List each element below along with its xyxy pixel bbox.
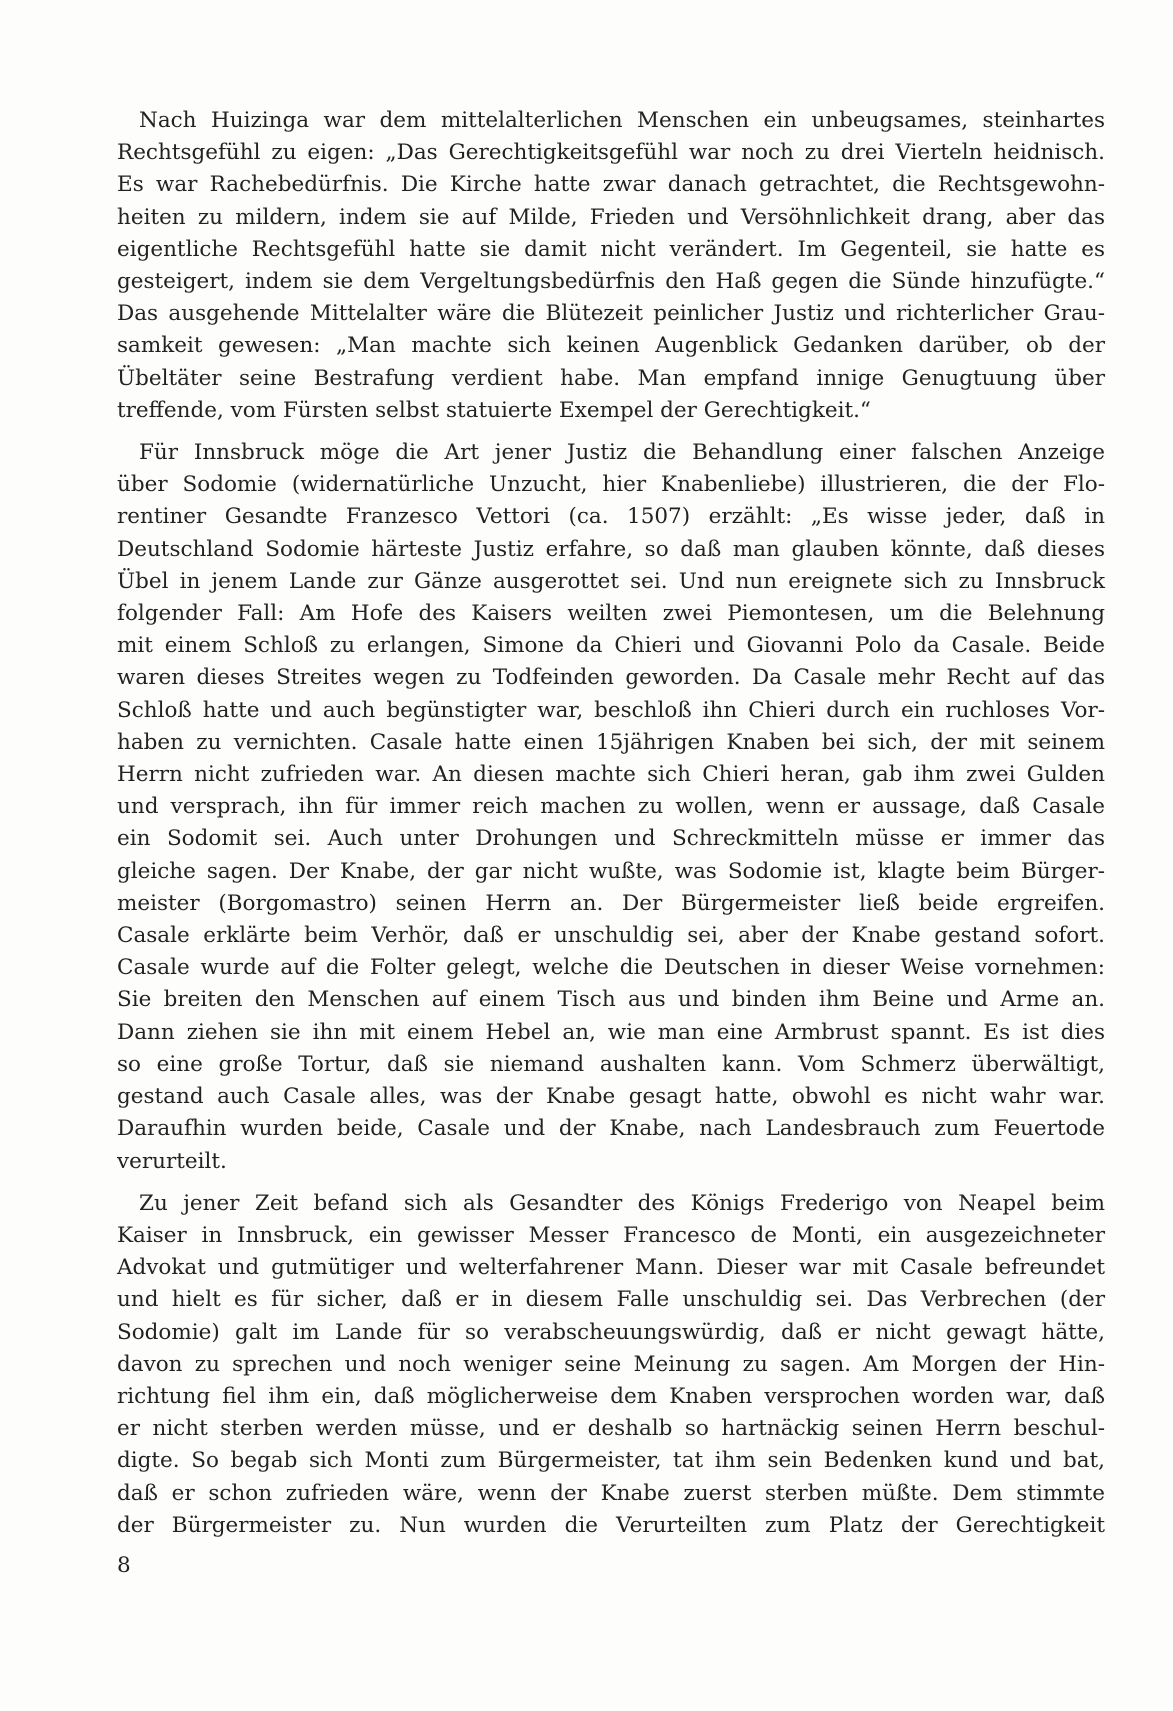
paragraph-spacer bbox=[117, 427, 1105, 437]
paragraph-spacer bbox=[117, 1178, 1105, 1188]
text-line: richtung fiel ihm ein, daß möglicherweise dem Knaben versprochen worden war, daß bbox=[117, 1383, 1105, 1409]
text-line: er nicht sterben werden müsse, und er deshalb so hartnäckig seinen Herrn beschul- bbox=[117, 1416, 1105, 1442]
text-line: und hielt es für sicher, daß er in diesem Falle unschuldig sei. Das Verbrechen (der bbox=[117, 1287, 1105, 1313]
text-line: verurteilt. bbox=[117, 1148, 227, 1174]
text-line: gesteigert, indem sie dem Vergeltungsbedürfnis den Haß gegen die Sünde hinzufügte.“ bbox=[117, 269, 1105, 295]
text-line: Es war Rachebedürfnis. Die Kirche hatte zwar danach getrachtet, die Rechtsgewohn- bbox=[117, 172, 1105, 198]
text-line: haben zu vernichten. Casale hatte einen 15jährigen Knaben bei sich, der mit seinem bbox=[117, 729, 1105, 755]
text-line: Deutschland Sodomie härteste Justiz erfahre, so daß man glauben könnte, daß dieses bbox=[117, 536, 1105, 562]
text-line: Casale wurde auf die Folter gelegt, welche die Deutschen in dieser Weise vornehmen: bbox=[117, 955, 1105, 981]
text-line: samkeit gewesen: „Man machte sich keinen Augenblick Gedanken darüber, ob der bbox=[117, 333, 1105, 359]
text-line: mit einem Schloß zu erlangen, Simone da Chieri und Giovanni Polo da Casale. Beide bbox=[117, 633, 1105, 659]
text-line: gestand auch Casale alles, was der Knabe gesagt hatte, obwohl es nicht wahr war. bbox=[117, 1084, 1105, 1110]
text-line: meister (Borgomastro) seinen Herrn an. Der Bürgermeister ließ beide ergreifen. bbox=[117, 890, 1105, 916]
text-line: treffende, vom Fürsten selbst statuierte Exempel der Gerechtigkeit.“ bbox=[117, 397, 871, 423]
text-line: Das ausgehende Mittelalter wäre die Blütezeit peinlicher Justiz und richterlicher Grau- bbox=[117, 301, 1105, 327]
text-line: waren dieses Streites wegen zu Todfeinden geworden. Da Casale mehr Recht auf das bbox=[117, 665, 1105, 691]
text-line: Herrn nicht zufrieden war. An diesen machte sich Chieri heran, gab ihm zwei Gulden bbox=[117, 762, 1105, 788]
text-line: Übel in jenem Lande zur Gänze ausgerottet sei. Und nun ereignete sich zu Innsbruck bbox=[117, 568, 1105, 594]
text-line: gleiche sagen. Der Knabe, der gar nicht wußte, was Sodomie ist, klagte beim Bürger- bbox=[117, 858, 1105, 884]
text-line: davon zu sprechen und noch weniger seine Meinung zu sagen. Am Morgen der Hin- bbox=[117, 1351, 1105, 1377]
paragraph-1 bbox=[117, 105, 1105, 427]
text-line: ein Sodomit sei. Auch unter Drohungen und Schreckmitteln müsse er immer das bbox=[117, 826, 1105, 852]
text-line: rentiner Gesandte Franzesco Vettori (ca. 1507) erzählt: „Es wisse jeder, daß in bbox=[117, 504, 1105, 530]
text-line: Rechtsgefühl zu eigen: „Das Gerechtigkeitsgefühl war noch zu drei Vierteln heidnisch. bbox=[117, 140, 1105, 166]
text-line: Zu jener Zeit befand sich als Gesandter des Königs Frederigo von Neapel beim bbox=[139, 1190, 1105, 1216]
text-line: Dann ziehen sie ihn mit einem Hebel an, wie man eine Armbrust spannt. Es ist dies bbox=[117, 1019, 1105, 1045]
text-line: folgender Fall: Am Hofe des Kaisers weilten zwei Piemontesen, um die Belehnung bbox=[117, 601, 1105, 627]
text-line: und versprach, ihn für immer reich machen zu wollen, wenn er aussage, daß Casale bbox=[117, 794, 1105, 820]
text-line: so eine große Tortur, daß sie niemand aushalten kann. Vom Schmerz überwältigt, bbox=[117, 1051, 1105, 1077]
text-line: über Sodomie (widernatürliche Unzucht, hier Knabenliebe) illustrieren, die der Flo- bbox=[117, 472, 1105, 498]
text-line: heiten zu mildern, indem sie auf Milde, Frieden und Versöhnlichkeit drang, aber das bbox=[117, 204, 1105, 230]
text-line: digte. So begab sich Monti zum Bürgermeister, tat ihm sein Bedenken kund und bat, bbox=[117, 1448, 1105, 1474]
text-line: Sie breiten den Menschen auf einem Tisch aus und binden ihm Beine und Arme an. bbox=[117, 987, 1105, 1013]
paragraph-2 bbox=[117, 437, 1105, 1178]
text-line: Kaiser in Innsbruck, ein gewisser Messer Francesco de Monti, ein ausgezeichneter bbox=[117, 1222, 1105, 1248]
text-line: Für Innsbruck möge die Art jener Justiz die Behandlung einer falschen Anzeige bbox=[139, 440, 1105, 466]
text-line: daß er schon zufrieden wäre, wenn der Knabe zuerst sterben müßte. Dem stimmte bbox=[117, 1480, 1105, 1506]
text-line: Schloß hatte und auch begünstigter war, beschloß ihn Chieri durch ein ruchloses Vor- bbox=[117, 697, 1105, 723]
text-line: Nach Huizinga war dem mittelalterlichen Menschen ein unbeugsames, steinhartes bbox=[139, 108, 1105, 133]
body-text bbox=[117, 105, 1105, 1542]
paragraph-3 bbox=[117, 1188, 1105, 1542]
text-line: der Bürgermeister zu. Nun wurden die Verurteilten zum Platz der Gerechtigkeit bbox=[117, 1512, 1105, 1538]
page-number: 8 bbox=[117, 1553, 131, 1578]
text-line: Casale erklärte beim Verhör, daß er unschuldig sei, aber der Knabe gestand sofort. bbox=[117, 923, 1105, 949]
text-line: Übeltäter seine Bestrafung verdient habe. Man empfand innige Genugtuung über bbox=[117, 365, 1105, 391]
text-line: Advokat und gutmütiger und welterfahrener Mann. Dieser war mit Casale befreundet bbox=[117, 1255, 1105, 1281]
text-line: Sodomie) galt im Lande für so verabscheuungswürdig, daß er nicht gewagt hätte, bbox=[117, 1319, 1105, 1345]
text-line: Daraufhin wurden beide, Casale und der Knabe, nach Landesbrauch zum Feuertode bbox=[117, 1116, 1105, 1142]
text-line: eigentliche Rechtsgefühl hatte sie damit nicht verändert. Im Gegenteil, sie hatte es bbox=[117, 236, 1105, 262]
